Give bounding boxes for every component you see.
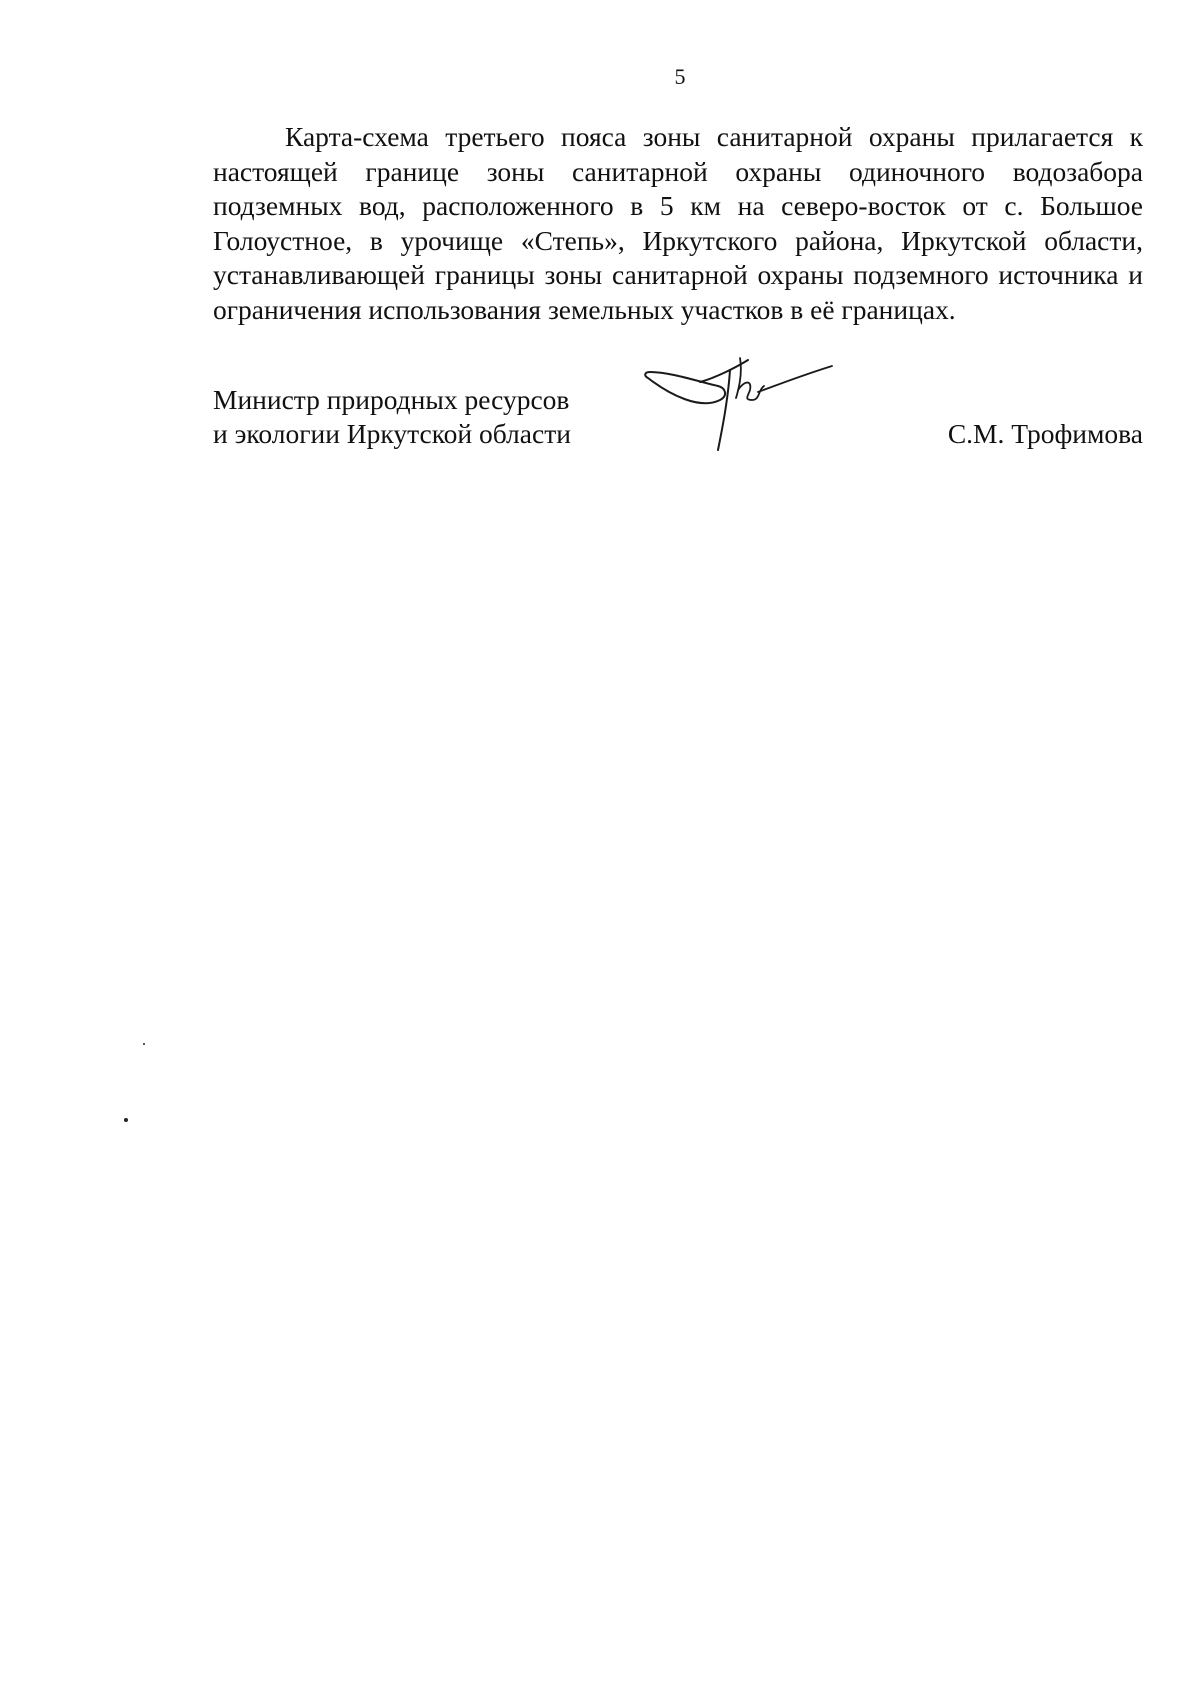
scan-speck: [143, 1043, 145, 1045]
page-number: 5: [674, 64, 686, 89]
scan-speck: [124, 1118, 128, 1122]
handwritten-signature: [640, 350, 840, 460]
signatory-name: С.М. Трофимова: [947, 418, 1143, 449]
signatory-title-line-2: и экологии Иркутской области: [213, 418, 571, 449]
body-paragraph: Карта-схема третьего пояса зоны санитарной охраны прилагается к настоящей границе зоны санитарной охраны одиночного водозабора подземных вод, расположенного в 5 км на северо-восток от с. Большое Голоустное, в урочище «Степь», Иркутского района, Иркутской области, устанавливающей границы зоны санитарной охраны подземного источника и ограничения использования земельных участков в её границах.: [213, 121, 1143, 325]
signatory-title-line-1: Министр природных ресурсов: [213, 384, 570, 415]
signatory-title: [213, 383, 571, 451]
